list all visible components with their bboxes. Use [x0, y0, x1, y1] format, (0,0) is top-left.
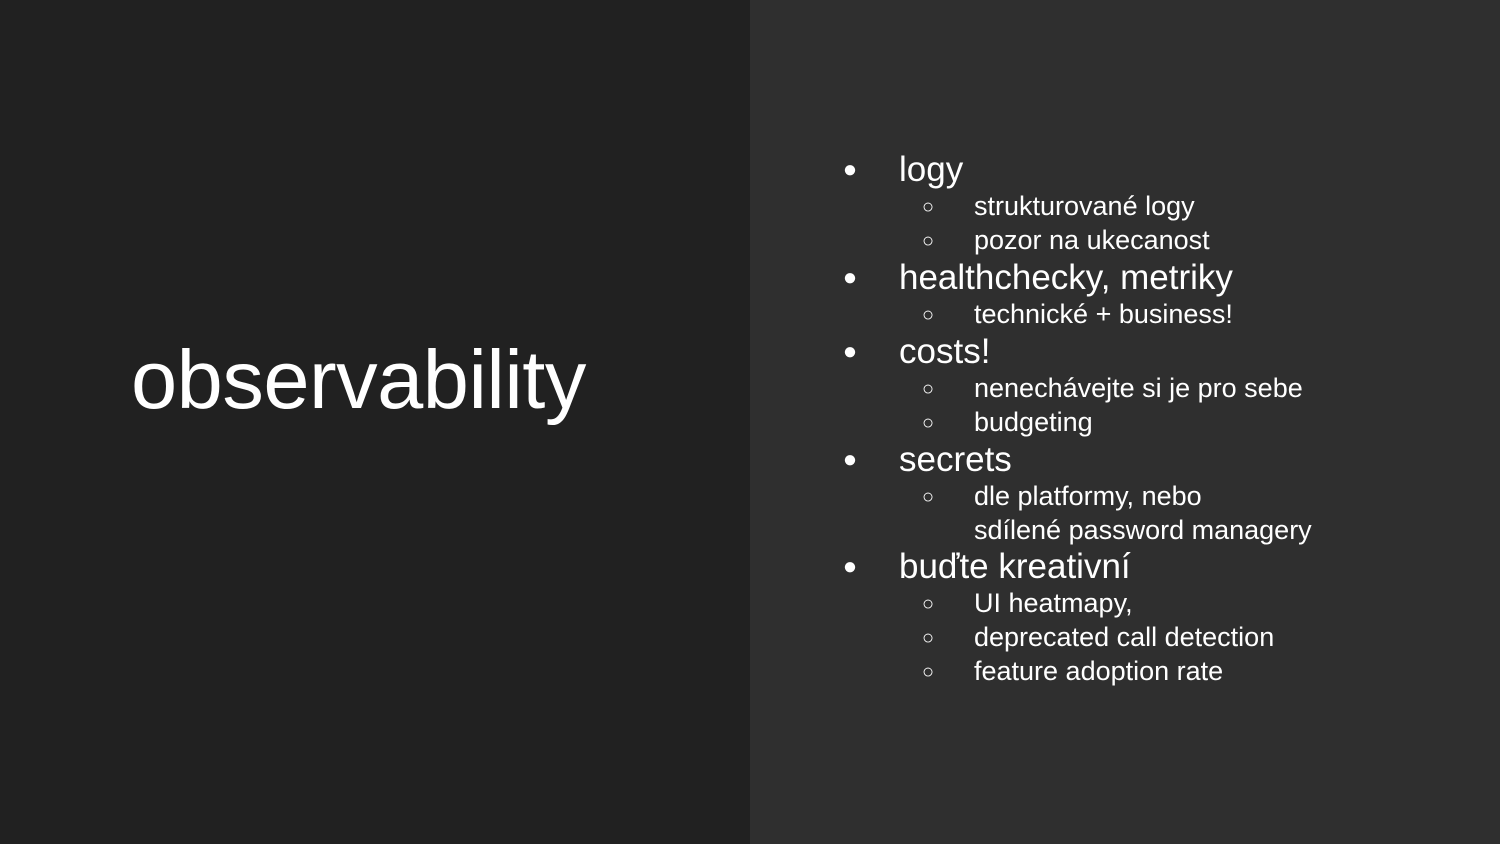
list-item-row	[838, 150, 1478, 190]
sub-list-item-text	[974, 406, 1444, 440]
bullet-circle-icon: ○	[921, 196, 935, 218]
sub-list-item-line: strukturované logy	[974, 191, 1195, 221]
list-item-text: costs!	[899, 332, 991, 371]
sub-list-item	[838, 224, 1478, 258]
sub-list-item-line: budgeting	[974, 407, 1093, 437]
bullet-circle-icon: ○	[921, 378, 935, 400]
sub-list-item-line: sdílené password managery	[974, 514, 1312, 545]
list-item	[838, 258, 1478, 332]
sub-list-item-text	[974, 224, 1444, 258]
list-item-text: healthchecky, metriky	[899, 258, 1233, 297]
sub-list-item	[838, 655, 1478, 689]
sub-list-item	[838, 372, 1478, 406]
sub-list-item-text	[974, 480, 1444, 547]
sub-list-item	[838, 587, 1478, 621]
list-item-text: logy	[899, 150, 964, 189]
sub-list-item-text	[974, 587, 1444, 621]
bullet-dot-icon: ●	[842, 446, 858, 473]
sub-list-item-text	[974, 621, 1444, 655]
bullet-circle-icon: ○	[921, 230, 935, 252]
sub-list-item-line: technické + business!	[974, 299, 1233, 329]
bullet-circle-icon: ○	[921, 304, 935, 326]
bullet-list	[838, 150, 1478, 689]
bullet-circle-icon: ○	[921, 412, 935, 434]
list-item-row	[838, 332, 1478, 372]
bullet-dot-icon: ●	[842, 156, 858, 183]
sub-list-item	[838, 480, 1478, 547]
sub-list-item-line: dle platformy, nebo	[974, 481, 1202, 511]
bullet-dot-icon: ●	[842, 264, 858, 291]
list-item	[838, 440, 1478, 547]
sub-list-item-text	[974, 655, 1444, 689]
bullet-circle-icon: ○	[921, 627, 935, 649]
sub-list-item-line: UI heatmapy,	[974, 588, 1133, 618]
sub-list-item	[838, 190, 1478, 224]
list-item	[838, 332, 1478, 440]
sub-list-item-text	[974, 298, 1444, 332]
sub-list-item-line: nenechávejte si je pro sebe	[974, 373, 1303, 403]
sub-list-item	[838, 406, 1478, 440]
sub-list-item	[838, 298, 1478, 332]
list-item-row	[838, 258, 1478, 298]
bullet-circle-icon: ○	[921, 593, 935, 615]
bullet-circle-icon: ○	[921, 661, 935, 683]
slide-title: observability	[131, 333, 586, 426]
list-item-row	[838, 547, 1478, 587]
sub-list-item-line: pozor na ukecanost	[974, 225, 1210, 255]
list-item-text: buďte kreativní	[899, 547, 1131, 586]
sub-list-item-text	[974, 190, 1444, 224]
list-item	[838, 547, 1478, 689]
sub-list-item-line: deprecated call detection	[974, 622, 1275, 652]
bullet-circle-icon: ○	[921, 486, 935, 508]
list-item	[838, 150, 1478, 258]
bullet-dot-icon: ●	[842, 338, 858, 365]
bullet-dot-icon: ●	[842, 553, 858, 580]
list-item-text: secrets	[899, 440, 1012, 479]
sub-list-item	[838, 621, 1478, 655]
sub-list-item-line: feature adoption rate	[974, 656, 1224, 686]
sub-list-item-text	[974, 372, 1444, 406]
list-item-row	[838, 440, 1478, 480]
